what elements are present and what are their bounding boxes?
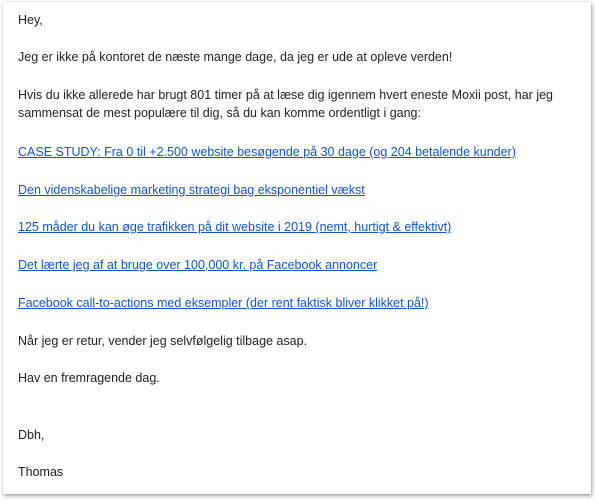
intro-paragraph: Jeg er ikke på kontoret de næste mange dage, da jeg er ude at opleve verden!	[18, 50, 453, 64]
return-note: Når jeg er retur, vender jeg selvfølgelig tilbage asap.	[18, 334, 308, 348]
greeting: Hey,	[18, 13, 43, 27]
link-marketing-strategy[interactable]: Den videnskabelige marketing strategi bag eksponentiel vækst	[18, 183, 365, 197]
closing-wish: Hav en fremragende dag.	[18, 371, 160, 385]
link-case-study[interactable]: CASE STUDY: Fra 0 til +2.500 website besøgende på 30 dage (og 204 betalende kunder)	[18, 145, 516, 159]
link-facebook-cta-examples[interactable]: Facebook call-to-actions med eksempler (der rent faktisk bliver klikket på!)	[18, 296, 429, 310]
signoff: Dbh,	[18, 428, 45, 442]
link-facebook-ads-learnings[interactable]: Det lærte jeg af at bruge over 100,000 kr. på Facebook annoncer	[18, 258, 378, 272]
lead-paragraph: Hvis du ikke allerede har brugt 801 timer på at læse dig igennem hvert eneste Moxii post, har jeg sammensat de mest populære til dig, så du kan komme ordentligt i gang:	[18, 88, 554, 120]
link-125-ways-traffic[interactable]: 125 måder du kan øge trafikken på dit website i 2019 (nemt, hurtigt & effektivt)	[18, 220, 452, 234]
email-body	[3, 2, 591, 494]
signature: Thomas	[18, 465, 64, 479]
